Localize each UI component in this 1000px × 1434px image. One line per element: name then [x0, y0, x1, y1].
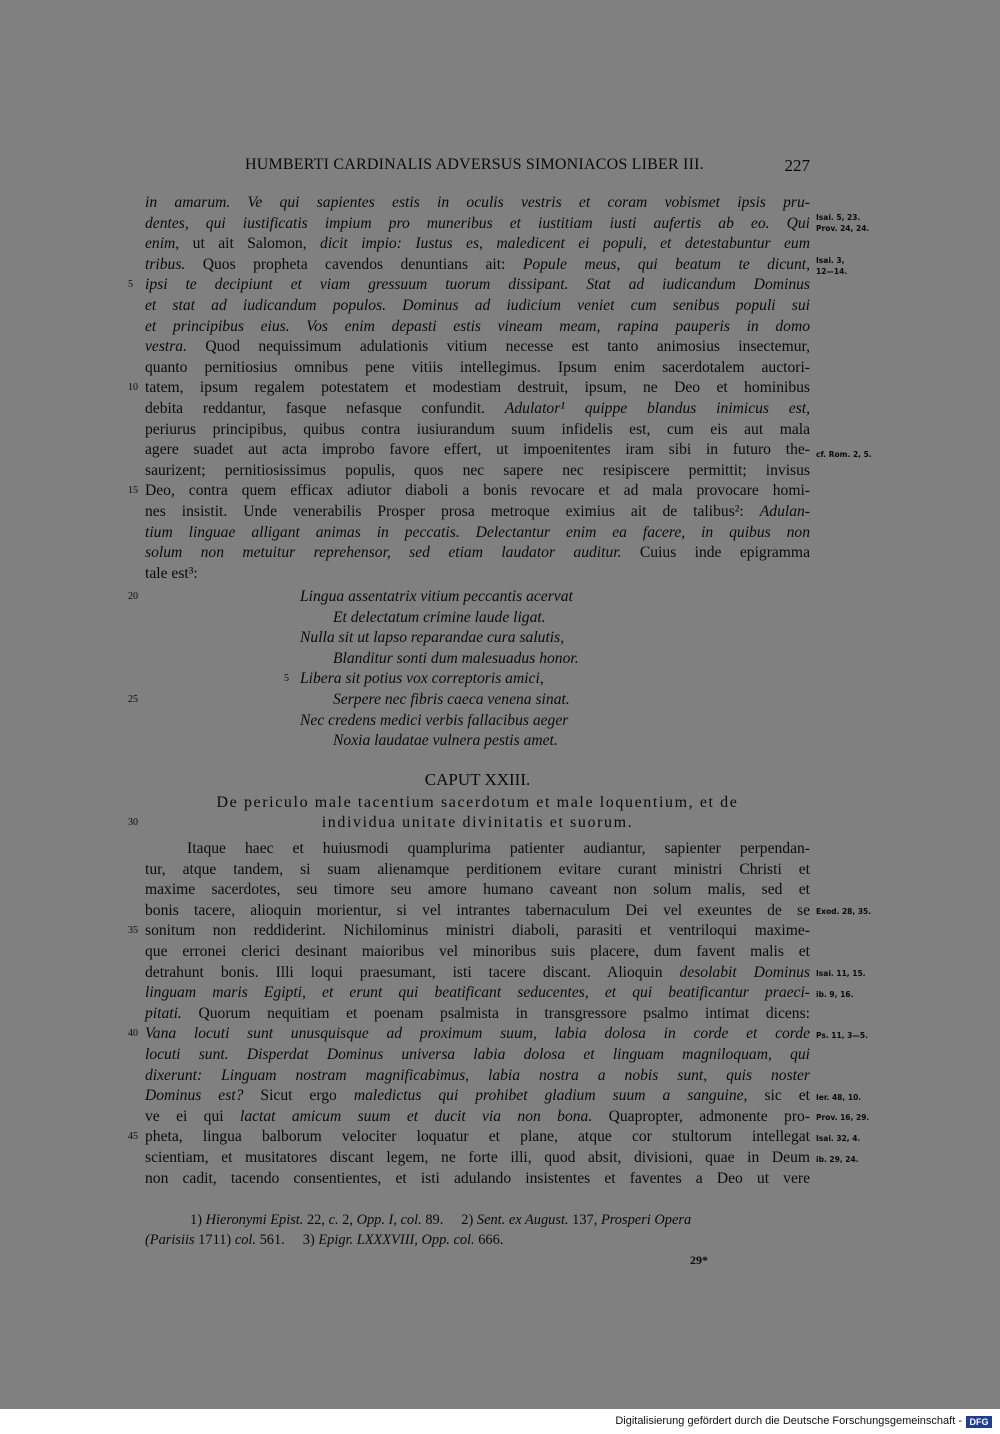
chapter-heading: CAPUT XXIII.	[424, 770, 531, 789]
text-segment: linguam maris Egipti, et erunt qui beatificant seducentes, et qui beatificantur praeci-	[145, 984, 810, 1002]
text-line	[145, 1066, 810, 1087]
text-segment: Deo, contra quem efficax adiutor diaboli a bonis revocare et ad mala provocare homi-	[145, 482, 810, 500]
text-segment: Quos propheta cavendos denuntians ait:	[185, 255, 523, 273]
subtitle-text: individua unitate divinitatis et suorum.	[321, 814, 634, 831]
text-block-main	[128, 193, 811, 584]
text-segment: Dominus est?	[145, 1087, 244, 1105]
footnote-segment: c.	[328, 1212, 339, 1228]
text-segment: Quod nequissimum adulationis vitium necesse est tanto animosius insectemur,	[187, 338, 810, 356]
text-segment: sic et	[747, 1087, 810, 1105]
text-line	[145, 234, 810, 255]
text-segment: tur, atque tandem, si suam alienamque perditionem evitare curant ministri Christi et	[145, 860, 810, 878]
text-line	[145, 255, 810, 276]
text-segment: desolabit Dominus	[679, 963, 811, 981]
text-line	[145, 461, 810, 482]
text-segment: tribus.	[145, 255, 186, 273]
text-line	[145, 901, 810, 922]
text-segment: bonis tacere, alioquin morientur, si vel intrantes tabernaculum Dei vel exeuntes de se	[145, 901, 810, 919]
text-line	[145, 358, 810, 379]
text-segment: Popule meus, qui beatum te dicunt,	[522, 255, 810, 273]
text-segment: vestra.	[145, 338, 188, 356]
footnote-segment: Epigr. LXXXVIII, Opp. col.	[318, 1232, 475, 1248]
text-segment: in amarum. Ve qui sapientes estis in oculis vestris et coram vobismet ipsis pru-	[145, 194, 810, 211]
text-line	[145, 983, 810, 1004]
margin-note: Exod. 28, 35.	[816, 907, 872, 916]
text-line	[145, 1086, 810, 1107]
verse-text: Nulla sit ut lapso reparandae cura salutis,	[300, 629, 565, 647]
verse-text: Et delectatum crimine laude ligat.	[333, 608, 546, 626]
text-segment: debita reddantur, fasque nefasque confundit.	[145, 399, 505, 417]
funding-note: Digitalisierung gefördert durch die Deutsche Forschungsgemeinschaft -	[615, 1415, 962, 1427]
text-line	[145, 543, 810, 564]
text-segment: tale est³:	[145, 564, 198, 582]
margin-note: ib. 29, 24.	[816, 1155, 859, 1164]
line-number: 15	[128, 485, 138, 497]
text-segment: Quorum nequitiam et poenam psalmista in transgressore psalmo intimat dicens:	[181, 1004, 810, 1022]
line-number: 25	[128, 694, 138, 705]
text-segment: que erronei clerici desinant maioribus vel minoribus suis placere, dum favent malis et	[145, 942, 810, 960]
margin-note: Isai. 32, 4.	[816, 1134, 861, 1143]
footnote-line	[145, 1210, 810, 1230]
page-number: 227	[784, 156, 810, 175]
text-block-chapter	[128, 839, 811, 1189]
text-line	[145, 317, 810, 338]
text-segment: Cuius inde epigramma	[621, 544, 810, 562]
subtitle-line	[128, 813, 810, 833]
text-line	[145, 399, 810, 420]
line-number: 35	[128, 925, 138, 937]
text-line	[145, 193, 810, 214]
text-line	[128, 1024, 810, 1045]
line-number: 20	[128, 591, 138, 602]
text-segment: dixerunt: Linguam nostram magnificabimus, labia nostra a nobis sunt, quis noster	[145, 1066, 810, 1084]
text-line	[145, 1107, 810, 1128]
text-segment: detrahunt bonis. Illi loqui praesumant, isti tacere discant. Alioquin	[145, 963, 680, 981]
text-line	[128, 378, 810, 399]
text-segment: pitati.	[145, 1004, 182, 1022]
text-segment: ipsi te decipiunt et viam gressuum tuorum dissipant. Stat ad iudicandum Dominus	[145, 276, 810, 294]
text-line	[145, 963, 810, 984]
running-header	[145, 156, 810, 178]
text-line	[145, 296, 810, 317]
text-segment: dentes, qui iustificatis impium pro muneribus et iustitiam iusti aufertis ab eo. Qui	[145, 214, 810, 232]
text-line	[145, 839, 810, 860]
text-segment: agere suadet aut acta improbo favore effert, ut impoenitentes iram sibi in futuro the-	[145, 441, 810, 459]
text-segment: Itaque haec et huiusmodi quamplurima patienter audiantur, sapienter perpendan-	[187, 840, 810, 857]
text-segment: saurizent; pernitiosissimus populis, quos nec sapere nec resipiscere permittit; invisus	[145, 461, 810, 479]
text-line	[145, 1004, 810, 1025]
line-number: 10	[128, 382, 138, 394]
text-line	[145, 523, 810, 544]
verse-text: Lingua assentatrix vitium peccantis acervat	[300, 588, 573, 605]
footnote-segment: 89. 2)	[421, 1212, 477, 1228]
text-segment: ut ait Salomon,	[179, 235, 321, 253]
text-line	[145, 564, 810, 585]
margin-note: Prov. 16, 29.	[816, 1113, 870, 1122]
text-segment: maledictus qui prohibet gladium suum a sanguine,	[353, 1087, 748, 1105]
text-segment: periurus principibus, quibus contra iusiurandum suum infidelis est, cum eis aut mala	[145, 420, 810, 438]
digitization-bar	[0, 1409, 1000, 1434]
margin-note: Ier. 48, 10.	[816, 1093, 862, 1102]
text-line	[145, 214, 810, 235]
text-segment: quanto pernitiosius omnibus pene vitiis intellegimus. Ipsum enim sacerdotalem auctori-	[145, 358, 810, 376]
margin-note: Isai. 11, 15.	[816, 969, 866, 978]
text-line	[128, 921, 810, 942]
subtitle-text: De periculo male tacentium sacerdotum et male loquentium, et de	[216, 794, 739, 811]
verse-text: Blanditur sonti dum malesuadus honor.	[333, 649, 579, 667]
footnote-segment: col.	[234, 1232, 256, 1248]
text-segment: solum non metuitur reprehensor, sed etiam laudator auditur.	[145, 544, 622, 562]
text-segment: ve ei qui	[145, 1107, 240, 1125]
text-segment: scientiam, et musitatores discant legem, ne forte illi, quod absit, divisioni, quae in Deum	[145, 1148, 810, 1166]
text-segment: maxime sacerdotes, seu timore seu amore humano caveant non solum malis, sed et	[145, 881, 810, 899]
chapter-subtitle	[128, 793, 810, 833]
text-segment: et stat ad iudicandum populos. Dominus ad iudicium veniet cum senibus populi sui	[145, 296, 810, 314]
text-segment: pheta, lingua balborum velociter loquatur et plane, atque cor stultorum intellegat	[145, 1128, 810, 1146]
dfg-logo: DFG	[966, 1416, 992, 1428]
footnote-segment: 561. 3)	[256, 1232, 319, 1248]
verse-number: 5	[284, 673, 289, 685]
verse-text: Libera sit potius vox correptoris amici,	[300, 670, 544, 688]
text-line	[145, 942, 810, 963]
text-segment: locuti sunt. Disperdat Dominus universa labia dolosa et linguam magniloquam, qui	[145, 1045, 810, 1063]
text-segment: tatem, ipsum regalem potestatem et modestiam destruit, ipsum, ne Deo et hominibus	[145, 379, 810, 397]
text-segment: lactat amicum suum et ducit via non bona.	[239, 1107, 593, 1125]
text-line	[145, 337, 810, 358]
footnote-segment: 1)	[190, 1212, 206, 1228]
text-segment: sonitum non reddiderint. Nichilominus ministri diaboli, parasiti et ventriloqui maxime-	[145, 922, 810, 940]
text-line	[145, 860, 810, 881]
verse-text: Serpere nec fibris caeca venena sinat.	[333, 691, 570, 708]
footnote-segment: 22,	[303, 1212, 329, 1228]
footnote-segment: 1711)	[194, 1232, 235, 1248]
subtitle-line	[145, 793, 810, 813]
text-segment: tium linguae alligant animas in peccatis. Delectantur enim ea facere, in quibus non	[145, 523, 810, 541]
footnote-line	[145, 1230, 810, 1250]
text-segment: dicit impio: Iustus es, maledicent ei populi, et detestabuntur eum	[320, 235, 810, 253]
text-line	[128, 481, 810, 502]
text-line	[145, 1148, 810, 1169]
header-title: HUMBERTI CARDINALIS ADVERSUS SIMONIACOS LIBER III.	[245, 156, 704, 173]
verse-text: Noxia laudatae vulnera pestis amet.	[333, 732, 558, 750]
text-segment: Adulator¹ quippe blandus inimicus est,	[504, 399, 811, 417]
footnote-segment: Opp. I, col.	[356, 1212, 422, 1228]
text-line	[128, 1127, 810, 1148]
line-number: 40	[128, 1028, 138, 1040]
text-line	[145, 1045, 810, 1066]
text-segment: enim,	[145, 235, 180, 253]
line-number: 45	[128, 1131, 138, 1143]
footnote-segment: Prosperi Opera	[600, 1212, 692, 1228]
signature-mark: 29*	[690, 1253, 708, 1267]
text-segment: Quapropter, admonente pro-	[592, 1107, 811, 1125]
text-segment: Vana locuti sunt unusquisque ad proximum suum, labia dolosa in corde et corde	[145, 1025, 810, 1043]
text-line	[145, 420, 810, 441]
footnotes	[145, 1210, 810, 1250]
margin-note: 12—14.	[816, 267, 848, 276]
margin-note: Isai. 3,	[816, 256, 845, 265]
verse-text: Nec credens medici verbis fallacibus aeger	[300, 711, 569, 729]
text-line	[145, 440, 810, 461]
text-line	[128, 275, 810, 296]
footnote-segment: Hieronymi Epist.	[205, 1212, 304, 1228]
footnote-segment: 137,	[568, 1212, 601, 1228]
footnote-segment: 666.	[474, 1232, 504, 1248]
text-line	[145, 1169, 810, 1190]
line-number: 30	[128, 817, 138, 828]
line-number: 5	[128, 279, 133, 291]
margin-note: cf. Rom. 2, 5.	[816, 450, 872, 459]
text-segment: et principibus eius. Vos enim depasti estis vineam meam, rapina pauperis in domo	[145, 317, 810, 335]
margin-note: Ps. 11, 3—5.	[816, 1031, 868, 1040]
text-segment: Sicut ergo	[243, 1087, 354, 1105]
margin-note: Isai. 5, 23.	[816, 213, 861, 222]
text-line	[145, 502, 810, 523]
footnote-segment: (Parisiis	[145, 1232, 195, 1248]
footnote-segment: Sent. ex August.	[476, 1212, 569, 1228]
text-line	[145, 880, 810, 901]
text-segment: nes insistit. Unde venerabilis Prosper prosa metroque eximius ait de talibus²:	[145, 502, 760, 520]
text-segment: non cadit, tacendo consentientes, et isti adulando insistentes et faventes a Deo ut vere	[145, 1169, 810, 1187]
margin-note: ib. 9, 16.	[816, 990, 854, 999]
text-segment: Adulan-	[759, 502, 810, 520]
margin-note: Prov. 24, 24.	[816, 224, 870, 233]
footnote-segment: 2,	[338, 1212, 357, 1228]
